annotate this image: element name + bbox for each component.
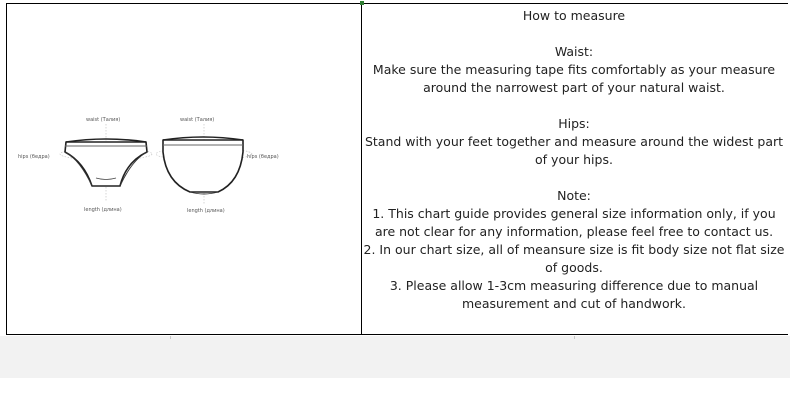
waist-heading: Waist: <box>554 44 594 59</box>
measurement-instructions <box>362 7 786 313</box>
note-item-1: 1. This chart guide provides general size information only, if you are not clear for any information, please feel free to contact us. <box>372 206 776 239</box>
hips-heading: Hips: <box>558 116 590 131</box>
footer-tick <box>574 336 575 339</box>
footer-band <box>0 336 790 378</box>
cell-corner-marker <box>360 1 364 5</box>
front-length-label: length (длина) <box>84 207 122 213</box>
back-hips-label: hips (бедра) <box>247 154 279 160</box>
note-item-3: 3. Please allow 1-3cm measuring difference due to manual measurement and cut of handwork. <box>389 278 759 311</box>
front-briefs-drawing <box>18 117 152 213</box>
instructions-title: How to measure <box>522 8 626 23</box>
note-item-2: 2. In our chart size, all of meansure size is fit body size not flat size of goods. <box>363 242 785 275</box>
waist-instruction: Make sure the measuring tape fits comfortably as your measure around the narrowest part of your natural waist. <box>372 62 776 95</box>
hips-instruction: Stand with your feet together and measure around the widest part of your hips. <box>364 134 784 167</box>
note-heading: Note: <box>557 188 591 203</box>
back-waist-label: waist (Талия) <box>180 117 215 123</box>
front-hips-label: hips (бедра) <box>18 154 50 160</box>
back-briefs-drawing <box>156 117 279 214</box>
front-waist-label: waist (Талия) <box>86 117 121 123</box>
footer-tick <box>170 336 171 339</box>
measurement-illustration <box>14 112 304 222</box>
back-length-label: length (длина) <box>187 208 225 214</box>
